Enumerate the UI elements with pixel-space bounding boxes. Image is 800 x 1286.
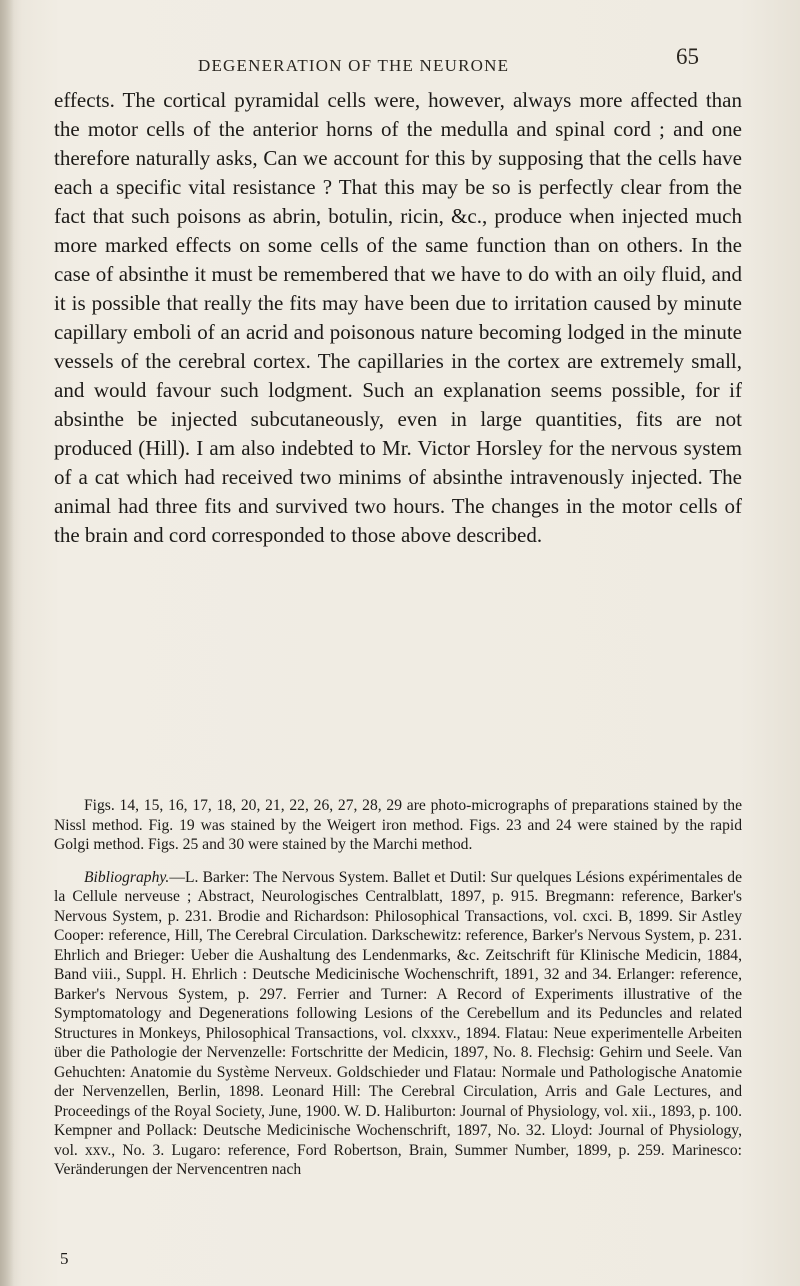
- running-head: DEGENERATION OF THE NEURONE: [198, 56, 510, 75]
- figures-note: Figs. 14, 15, 16, 17, 18, 20, 21, 22, 26, 27, 28, 29 are photo-micrographs of preparations stained by the Nissl method. Fig. 19 was stained by the Weigert iron method. Figs. 23 and 24 were stained by the rapid Golgi method. Figs. 25 and 30 were stained by the Marchi method.: [54, 797, 742, 853]
- bibliography-text: —L. Barker: The Nervous System. Ballet et Dutil: Sur quelques Lésions expérimentales de la Cellule nerveuse ; Abstract, Neurologisches Centralblatt, 1897, p. 915. Bregmann: reference, Barker's Nervous System, p. 231. Brodie and Richardson: Philosophical Transactions, vol. cxci. B, 1899. Sir Astley Cooper: reference, Hill, The Cerebral Circulation. Darkschewitz: reference, Barker's Nervous System, p. 231. Ehrlich and Brieger: Ueber die Aushaltung des Lendenmarks, &c. Zeitschrift für Klinische Medicin, 1884, Band viii., Suppl. H. Ehrlich : Deutsche Medicinische Wochenschrift, 1891, 32 and 34. Erlanger: reference, Barker's Nervous System, p. 297. Ferrier and Turner: A Record of Experiments illustrative of the Symptomatology and Degenerations following Lesions of the Cerebellum and its Peduncles and related Structures in Monkeys, Philosophical Transactions, vol. clxxxv., 1894. Flatau: Neue experimentelle Arbeiten über die Pathologie der Nervenzelle: Fortschritte der Medicin, 1897, No. 8. Flechsig: Gehirn und Seele. Van Gehuchten: Anatomie du Système Nerveux. Goldschieder und Flatau: Normale und Pathologische Anatomie der Nervenzellen, Berlin, 1898. Leonard Hill: The Cerebral Circulation, Arris and Gale Lectures, and Proceedings of the Royal Society, June, 1900. W. D. Haliburton: Journal of Physiology, vol. xii., 1893, p. 100. Kempner and Pollack: Deutsche Medicinische Wochenschrift, 1897, No. 32. Lloyd: Journal of Physiology, vol. xxv., No. 3. Lugaro: reference, Ford Robertson, Brain, Summer Number, 1899, p. 259. Marinesco: Veränderungen der Nervencentren nach: [54, 868, 742, 1178]
- bibliography: [54, 868, 742, 1180]
- body-paragraph: effects. The cortical pyramidal cells were, however, always more affected than the motor cells of the anterior horns of the medulla and spinal cord ; and one therefore naturally asks, Can we account for this by supposing that the cells have each a specific vital resistance ? That this may be so is perfectly clear from the fact that such poisons as abrin, botulin, ricin, &c., produce when injected much more marked effects on some cells of the same function than on others. In the case of absinthe it must be remembered that we have to do with an oily fluid, and it is possible that really the fits may have been due to irritation caused by minute capillary emboli of an acrid and poisonous nature becoming lodged in the minute vessels of the cerebral cortex. The capillaries in the cortex are extremely small, and would favour such lodgment. Such an explanation seems possible, for if absinthe be injected subcutaneously, even in large quantities, fits are not produced (Hill). I am also indebted to Mr. Victor Horsley for the nervous system of a cat which had received two minims of absinthe intravenously injected. The animal had three fits and survived two hours. The changes in the motor cells of the brain and cord corresponded to those above described.: [54, 88, 742, 547]
- page-number: 65: [676, 44, 699, 69]
- notes-section: [54, 796, 742, 1193]
- binding-shadow: [0, 0, 14, 1286]
- bibliography-label: Bibliography.: [84, 868, 170, 886]
- signature-mark: 5: [60, 1249, 69, 1268]
